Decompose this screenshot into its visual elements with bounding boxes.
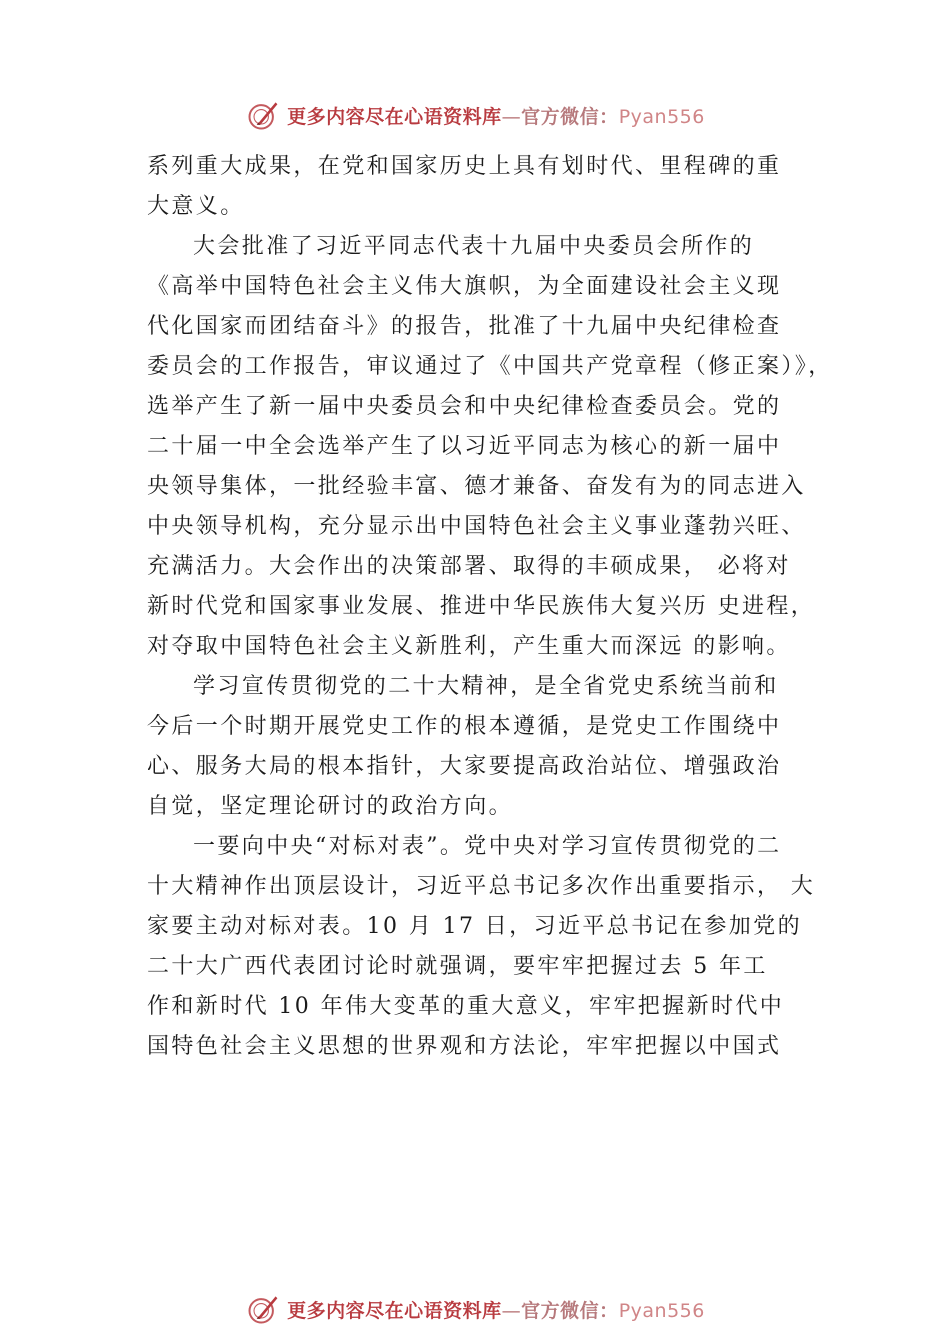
text-line: 家要主动对标对表。10 月 17 日，习近平总书记在参加党的 xyxy=(147,914,802,939)
text-line: 大意义。 xyxy=(147,194,245,219)
text-line: 《高举中国特色社会主义伟大旗帜，为全面建设社会主义现 xyxy=(147,274,782,299)
text-line: 中央领导机构，充分显示出中国特色社会主义事业蓬勃兴旺、 xyxy=(147,514,806,539)
banner-brand: 更多内容尽在心语资料库 xyxy=(287,1299,502,1322)
quill-seal-icon xyxy=(245,97,281,133)
banner-separator: — xyxy=(501,1299,522,1322)
banner-text xyxy=(287,1296,705,1323)
text-line: 新时代党和国家事业发展、推进中华民族伟大复兴历 史进程， xyxy=(147,594,816,619)
banner-account: Pyan556 xyxy=(618,1299,705,1322)
text-line: 系列重大成果，在党和国家历史上具有划时代、里程碑的重 xyxy=(147,154,782,179)
text-line: 代化国家而团结奋斗》的报告，批准了十九届中央纪律检查 xyxy=(147,314,782,339)
text-line: 二十大广西代表团讨论时就强调，要牢牢把握过去 5 年工 xyxy=(147,954,768,979)
header-banner xyxy=(0,93,950,137)
banner-wechat-label: 官方微信： xyxy=(521,1299,619,1322)
text-line: 央领导集体，一批经验丰富、德才兼备、奋发有为的同志进入 xyxy=(147,474,806,499)
banner-text xyxy=(287,102,705,129)
text-line: 对夺取中国特色社会主义新胜利，产生重大而深远 的影响。 xyxy=(147,634,791,659)
text-line: 大会批准了习近平同志代表十九届中央委员会所作的 xyxy=(193,234,755,259)
text-line: 作和新时代 10 年伟大变革的重大意义，牢牢把握新时代中 xyxy=(147,994,785,1019)
text-line: 选举产生了新一届中央委员会和中央纪律检查委员会。党的 xyxy=(147,394,782,419)
text-line: 十大精神作出顶层设计，习近平总书记多次作出重要指示， 大 xyxy=(147,874,816,899)
text-line: 二十届一中全会选举产生了以习近平同志为核心的新一届中 xyxy=(147,434,782,459)
text-line: 学习宣传贯彻党的二十大精神，是全省党史系统当前和 xyxy=(193,674,779,699)
banner-wechat-label: 官方微信： xyxy=(521,105,619,128)
banner-separator: — xyxy=(501,105,522,128)
footer-banner xyxy=(0,1287,950,1331)
text-line: 一要向中央“对标对表”。党中央对学习宣传贯彻党的二 xyxy=(193,834,782,859)
document-body xyxy=(147,147,837,1067)
banner-account: Pyan556 xyxy=(618,105,705,128)
text-line: 委员会的工作报告，审议通过了《中国共产党章程（修正案）》， xyxy=(147,354,833,379)
text-line: 心、服务大局的根本指针，大家要提高政治站位、增强政治 xyxy=(147,754,782,779)
text-line: 自觉，坚定理论研讨的政治方向。 xyxy=(147,794,514,819)
text-line: 充满活力。大会作出的决策部署、取得的丰硕成果， 必将对 xyxy=(147,554,791,579)
text-line: 今后一个时期开展党史工作的根本遵循，是党史工作围绕中 xyxy=(147,714,782,739)
banner-brand: 更多内容尽在心语资料库 xyxy=(287,105,502,128)
quill-seal-icon xyxy=(245,1291,281,1327)
text-line: 国特色社会主义思想的世界观和方法论，牢牢把握以中国式 xyxy=(147,1034,782,1059)
